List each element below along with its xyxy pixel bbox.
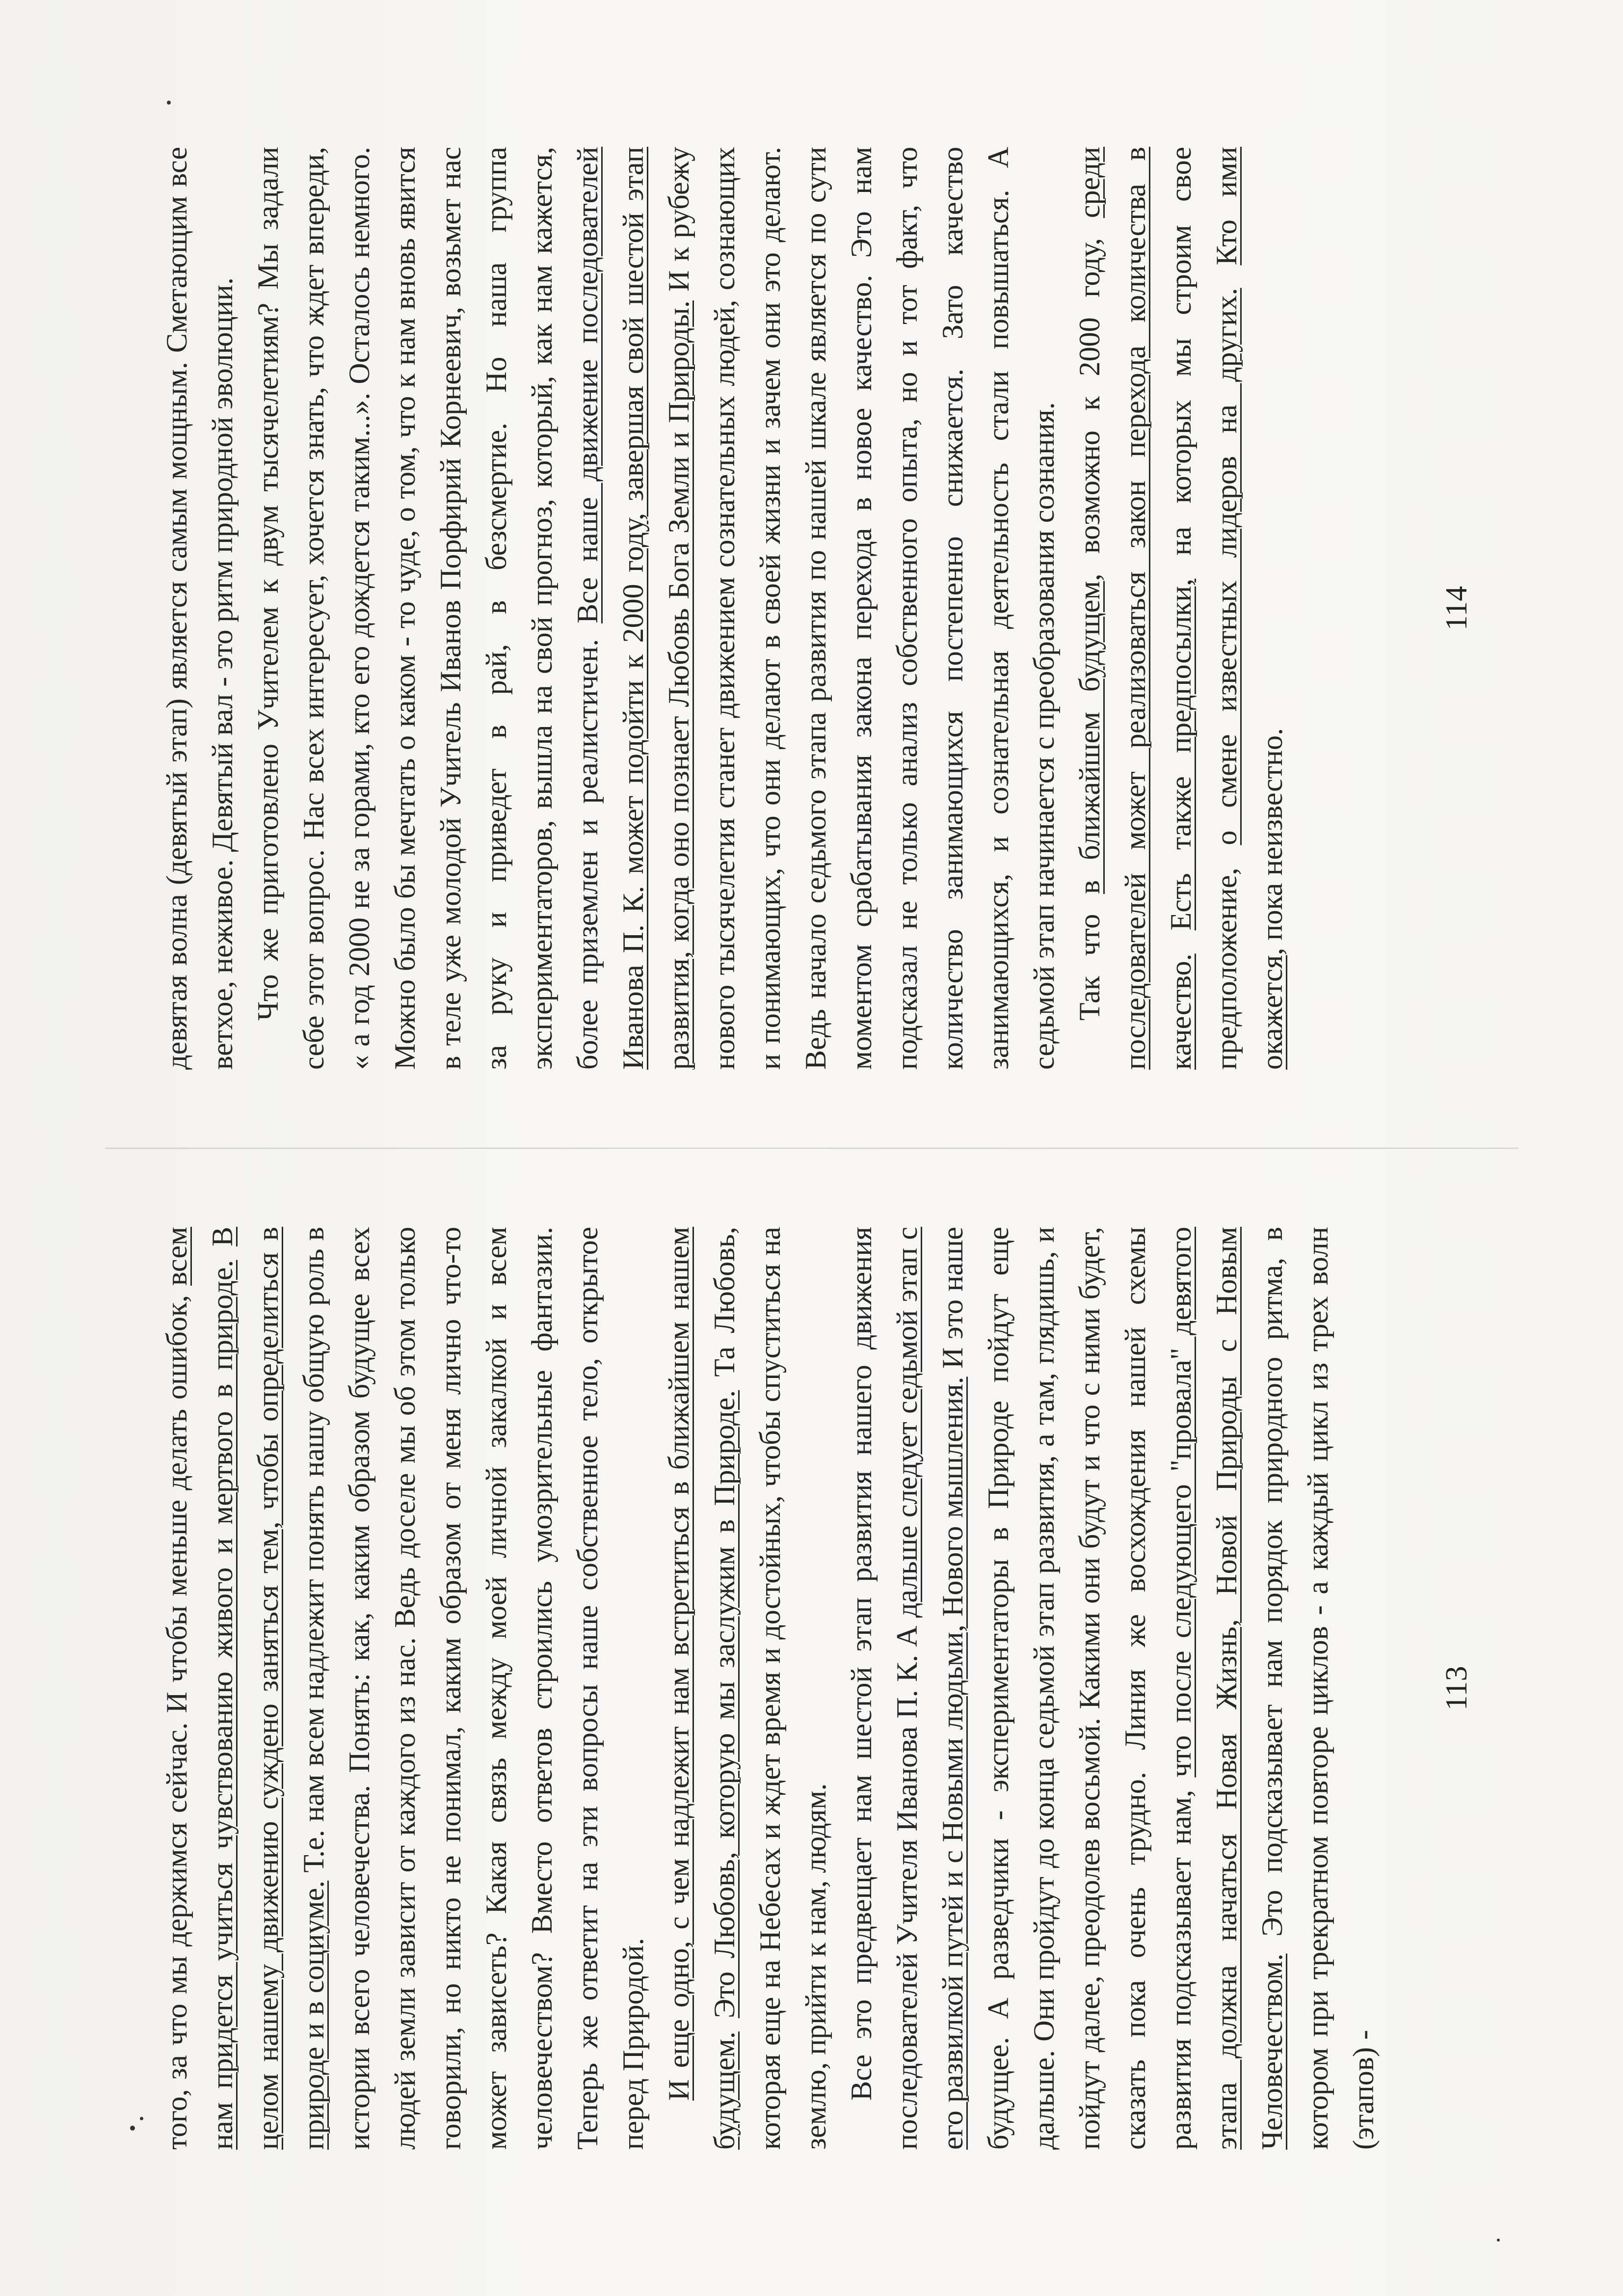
page-number: 114 (1439, 586, 1473, 630)
page-114 (134, 117, 1489, 1099)
paragraph: девятая волна (девятый этап) является самым мощным. Сметающим все ветхое, неживое. Девятый вал - это ритм природной эволюции. (160, 146, 239, 1070)
page-113-text (154, 1227, 1386, 2150)
paragraph: Что же приготовлено Учителем к двум тысячелетиям? Мы задали себе этот вопрос. Нас всех интересует, хочется знать, что ждет впереди, « а год 2000 не за горами, кто его дождется таким...». Осталось немного. Можно было бы мечтать о каком - то чуде, о том, что к нам вновь явится в теле уже молодой Учитель Иванов Порфирий Корнеевич, возьмет нас за руку и приведет в рай, в безсмертие. Но наша группа экспериментаторов, вышла на свой прогноз, который, как нам кажется, более приземлен и реалистичен. Все наше движение последователей Иванова П. К. может подойти к 2000 году, завершая свой шестой этап развития, когда оно познает Любовь Бога Земли и Природы. И к рубежу нового тысячелетия станет движением сознательных людей, сознающих и понимающих, что они делают в своей жизни и зачем они это делают. Ведь начало седьмого этапа развития по нашей шкале является по сути моментом срабатывания закона перехода в новое качество. Это нам подсказал не только анализ собственного опыта, но и тот факт, что количество занимающихся постепенно снижается. Зато качество занимающихся, и сознательная деятельность стали повышаться. А седьмой этап начинается с преобразования сознания. (251, 146, 1060, 1070)
page-114-text (154, 147, 1295, 1070)
paragraph: И еще одно, с чем надлежит нам встретиться в ближайшем нашем будущем. Это Любовь, которую мы заслужим в Природе. Та Любовь, которая еще на Небесах и ждет время и достойных, чтобы спуститься на землю, прийти к нам, людям. (662, 1226, 832, 2150)
page-113 (134, 1197, 1489, 2179)
paragraph: того, за что мы держимся сейчас. И чтобы меньше делать ошибок, всем нам придется учиться чувствованию живого и мертвого в природе. В целом нашему движению суждено заняться тем, чтобы определиться в природе и в социуме. Т.е. нам всем надлежит понять нашу общую роль в истории всего человечества. Понять: как, каким образом будущее всех людей земли зависит от каждого из нас. Ведь доселе мы об этом только говорили, но никто не понимал, каким образом от меня лично что-то может зависеть? Какая связь между моей личной закалкой и всем человечеством? Вместо ответов строились умозрительные фантазии. Теперь же ответит на эти вопросы наше собственное тело, открытое перед Природой. (160, 1226, 649, 2150)
page-fold (105, 1147, 1518, 1149)
paragraph: Все это предвещает нам шестой этап развития нашего движения последователей Учителя Иванова П. К. А дальше следует седьмой этап с его развилкой путей и с Новыми людьми, Нового мышления. И это наше будущее. А разведчики - экспериментаторы в Природе пойдут еще дальше. Они пройдут до конца седьмой этап развития, а там, глядишь, и пойдут далее, преодолев восьмой. Какими они будут и что с ними будет, сказать пока очень трудно. Линия же восхождения нашей схемы развития подсказывает нам, что после следующего "провала" девятого этапа должна начаться Новая Жизнь, Новой Природы с Новым Человечеством. Это подсказывает нам порядок природного ритма, в котором при трекратном повторе циклов - а каждый цикл из трех волн (этапов) - (845, 1226, 1380, 2150)
book-spread (76, 83, 1548, 2214)
page-number: 113 (1439, 1666, 1473, 1710)
paragraph: Так что в ближайшем будущем, возможно к 2000 году, среди последователей может реализоваться закон перехода количества в качество. Есть также предпосылки, на которых мы строим свое предположение, о смене известных лидеров на других. Кто ими окажется, пока неизвестно. (1073, 146, 1288, 1070)
dust-speck (1497, 2239, 1500, 2242)
